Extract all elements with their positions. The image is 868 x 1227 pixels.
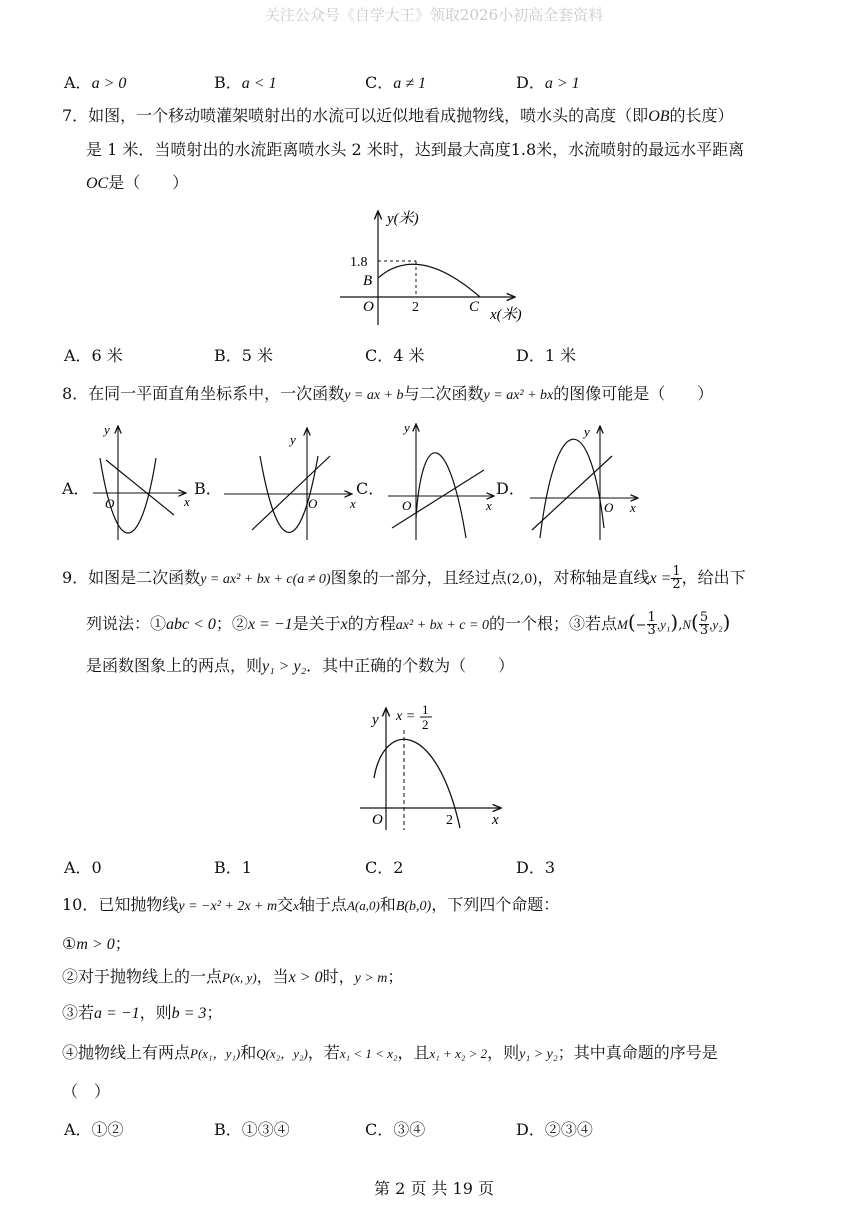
q7-point-c: C bbox=[469, 299, 480, 315]
q10-proposition-1: ①m > 0； bbox=[62, 934, 131, 953]
q7-option-d: D．1 米 bbox=[516, 346, 577, 365]
q7-y-label: y(米) bbox=[387, 211, 419, 227]
q6-option-c: C．a ≠ 1 bbox=[365, 73, 427, 92]
q9-stem-line1: 9．如图是二次函数y = ax² + bx + c(a ≠ 0)图象的一部分，且经过点(2,0)，对称轴是直线x = $\frac{1}{2}$ ，给出下 bbox=[62, 564, 746, 592]
q10-option-c: C．③④ bbox=[365, 1120, 426, 1139]
q8-label-d: D． bbox=[496, 479, 525, 498]
q8-label-b: B． bbox=[194, 479, 222, 498]
q8-graph-a bbox=[88, 418, 198, 546]
q9-stem-line2: 列说法：①abc < 0；②x = −1是关于x的方程ax² + bx + c = 0的一个根；③若点M(− $\frac{1}{3}$ ,y₁),N( $\frac{5}{3}$ ,y₂) bbox=[86, 610, 731, 638]
q8c-x-label: x bbox=[486, 498, 492, 513]
q6-option-b: B．a < 1 bbox=[214, 73, 277, 92]
q8-graph-d bbox=[526, 418, 646, 546]
q10-answer-blank: （ ） bbox=[62, 1082, 111, 1101]
q8a-x-label: x bbox=[184, 494, 190, 509]
q9-option-a: A．0 bbox=[64, 858, 102, 877]
q8-graph-b bbox=[222, 418, 362, 546]
q8a-line bbox=[106, 460, 174, 515]
q7-stem-line3: OC是（ ） bbox=[86, 173, 189, 192]
q7-graph bbox=[330, 205, 530, 330]
q8a-origin: O bbox=[105, 496, 115, 511]
q8d-origin: O bbox=[604, 500, 614, 515]
q10-option-a: A．①② bbox=[64, 1120, 124, 1139]
q6-option-a: A．a > 0 bbox=[64, 73, 127, 92]
q9-tick-2: 2 bbox=[446, 813, 453, 828]
q8d-x-label: x bbox=[630, 500, 636, 515]
q9-y-label: y bbox=[372, 712, 379, 728]
q7-tick-2: 2 bbox=[412, 300, 419, 315]
q8c-parabola bbox=[416, 453, 466, 538]
q7-tick-1-8: 1.8 bbox=[350, 255, 368, 270]
q10-proposition-4: ④抛物线上有两点P(x₁，y₁)和Q(x₂，y₂)，若x₁ < 1 < x₂，且x₁ + x₂ > 2，则y₁ > y₂；其中真命题的序号是 bbox=[62, 1043, 718, 1062]
q9-graph bbox=[356, 700, 506, 835]
q8b-origin: O bbox=[308, 496, 318, 511]
q7-option-a: A．6 米 bbox=[64, 346, 123, 365]
q7-stem-line1: 7．如图，一个移动喷灌架喷射出的水流可以近似地看成抛物线，喷水头的高度（即OB的长度） bbox=[62, 106, 734, 125]
q10-option-b: B．①③④ bbox=[214, 1120, 290, 1139]
q8d-parabola bbox=[540, 439, 604, 538]
q7-origin: O bbox=[363, 299, 374, 315]
q9-option-d: D．3 bbox=[516, 858, 556, 877]
q8b-y-label: y bbox=[290, 432, 296, 447]
q7-x-label: x(米) bbox=[490, 307, 522, 323]
q8c-origin: O bbox=[402, 498, 412, 513]
q9-axis-label: x = bbox=[396, 709, 416, 724]
q6-option-d: D．a > 1 bbox=[516, 73, 580, 92]
q10-option-d: D．②③④ bbox=[516, 1120, 593, 1139]
watermark: 关注公众号《自学大王》领取2026小初高全套资料 bbox=[264, 6, 604, 24]
q7-stem-line2: 是 1 米．当喷射出的水流距离喷水头 2 米时，达到最大高度1.8米，水流喷射的最远水平距离 bbox=[86, 140, 745, 159]
q8b-x-label: x bbox=[350, 496, 356, 511]
q7-parabola bbox=[378, 264, 480, 297]
q7-option-b: B．5 米 bbox=[214, 346, 274, 365]
q7-point-b: B bbox=[363, 273, 373, 289]
q9-stem-line3: 是函数图象上的两点，则y₁ > y₂．其中正确的个数为（ ） bbox=[86, 656, 515, 675]
q10-stem: 10．已知抛物线y = −x² + 2x + m交x轴于点A(a,0)和B(b,0)，下列四个命题： bbox=[62, 895, 560, 914]
q8a-y-label: y bbox=[104, 422, 110, 437]
q9-axis-den: 2 bbox=[422, 717, 429, 732]
q7-option-c: C．4 米 bbox=[365, 346, 425, 365]
q9-origin: O bbox=[372, 812, 383, 828]
q9-x-label: x bbox=[492, 812, 499, 828]
q9-option-b: B．1 bbox=[214, 858, 252, 877]
q8c-y-label: y bbox=[404, 420, 410, 435]
q8-label-c: C． bbox=[356, 479, 385, 498]
q8-graph-c bbox=[384, 418, 499, 546]
q10-proposition-2: ②对于抛物线上的一点P(x, y)，当x > 0时，y > m； bbox=[62, 967, 404, 986]
q9-axis-num: 1 bbox=[422, 702, 429, 717]
q8-stem: 8．在同一平面直角坐标系中，一次函数y = ax + b与二次函数y = ax² + bx的图像可能是（ ） bbox=[62, 384, 714, 403]
q10-proposition-3: ③若a = −1，则b = 3； bbox=[62, 1003, 223, 1022]
page-number: 第 2 页 共 19 页 bbox=[374, 1179, 494, 1198]
q8b-line bbox=[252, 456, 330, 530]
q8d-y-label: y bbox=[584, 424, 590, 439]
q9-option-c: C．2 bbox=[365, 858, 404, 877]
q8-label-a: A． bbox=[62, 479, 90, 498]
